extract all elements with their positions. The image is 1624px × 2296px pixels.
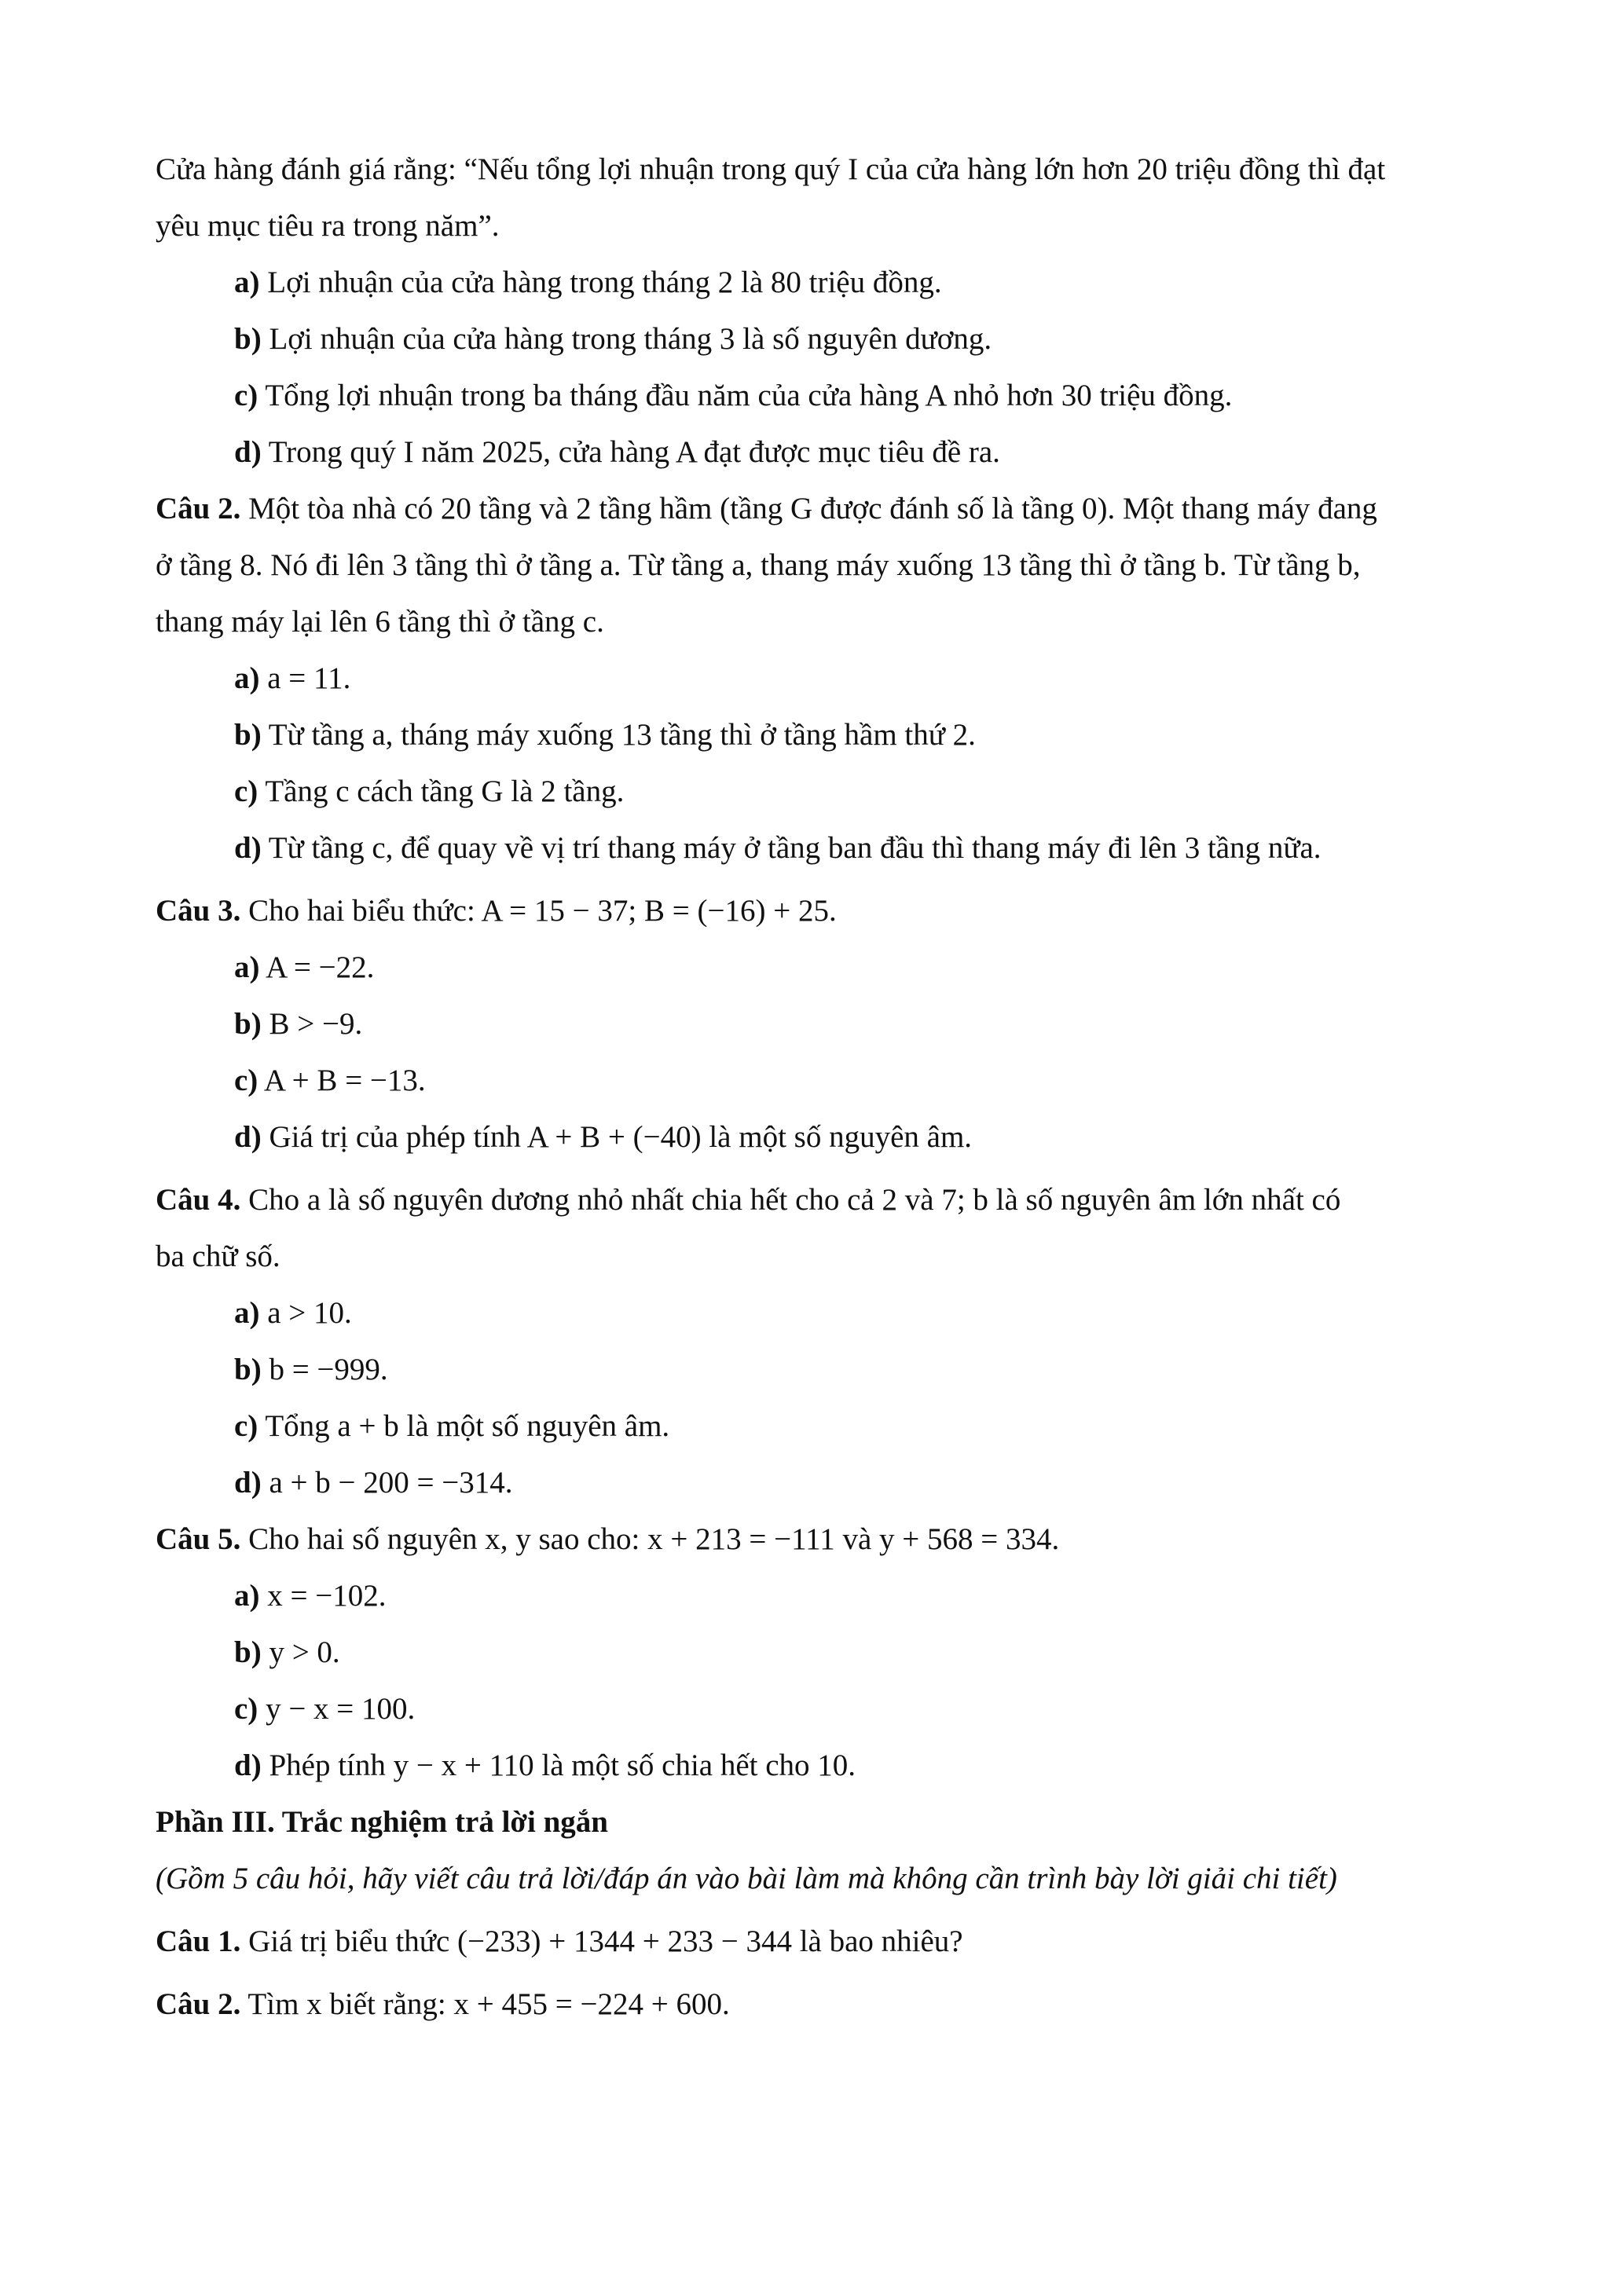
intro-line-2: yêu mục tiêu ra trong năm”. [156,209,500,243]
q5-item-a [156,1568,1483,1624]
q1-item-a [156,255,1483,311]
item-text: Lợi nhuận của cửa hàng trong tháng 3 là số nguyên dương. [269,322,992,356]
item-text: Phép tính y − x + 110 là một số chia hết cho 10. [269,1749,856,1782]
item-text: a + b − 200 = −314. [269,1466,513,1500]
q3-item-b [156,996,1483,1053]
item-label: a) [234,950,260,984]
item-label: b) [234,1635,262,1669]
part3-title [156,1794,1483,1851]
part3-note: (Gồm 5 câu hỏi, hãy viết câu trả lời/đáp án vào bài làm mà không cần trình bày lời giải chi tiết) [156,1862,1337,1895]
item-label: b) [234,1007,262,1041]
q2-stem-line-2: ở tầng 8. Nó đi lên 3 tầng thì ở tầng a. Từ tầng a, thang máy xuống 13 tầng thì ở tầng b. Từ tầng b, [156,548,1361,582]
question-label: Câu 1. [156,1924,241,1958]
item-text: Lợi nhuận của cửa hàng trong tháng 2 là 80 triệu đồng. [267,265,942,299]
part3-q1 [156,1913,1483,1970]
q4-item-b [156,1342,1483,1398]
item-label: a) [234,661,260,695]
intro-line-1: Cửa hàng đánh giá rằng: “Nếu tổng lợi nhuận trong quý I của cửa hàng lớn hơn 20 triệu đồng thì đạt [156,152,1386,186]
item-text: y > 0. [269,1635,340,1669]
item-text: B > −9. [269,1007,363,1041]
item-label: c) [234,774,258,808]
item-label: d) [234,435,262,469]
question-text: Cho hai số nguyên x, y sao cho: x + 213 = −111 và y + 568 = 334. [248,1522,1060,1556]
question-label: Câu 3. [156,894,241,928]
item-text: a > 10. [267,1296,352,1330]
item-text: A = −22. [266,950,375,984]
item-text: Từ tầng a, tháng máy xuống 13 tầng thì ở tầng hầm thứ 2. [268,718,976,752]
q2-item-d [156,820,1483,877]
question-text: Một tòa nhà có 20 tầng và 2 tầng hầm (tầng G được đánh số là tầng 0). Một thang máy đang [248,492,1377,525]
item-label: c) [234,1409,258,1443]
item-text: a = 11. [267,661,351,695]
item-label: d) [234,1749,262,1782]
q3-stem [156,883,1483,939]
item-label: c) [234,1692,258,1726]
question-text: Giá trị biểu thức (−233) + 1344 + 233 − 344 là bao nhiêu? [248,1924,963,1958]
q2-item-a [156,650,1483,707]
item-label: a) [234,265,260,299]
document-page [156,141,1483,2033]
q3-item-a [156,939,1483,996]
q4-item-a [156,1285,1483,1342]
q2-stem-line-1 [156,481,1483,537]
item-label: b) [234,718,262,752]
item-label: b) [234,1353,262,1386]
item-text: b = −999. [269,1353,388,1386]
q3-item-c [156,1053,1483,1109]
q5-item-c [156,1681,1483,1738]
q4-stem-line-1 [156,1172,1483,1229]
item-text: x = −102. [267,1579,387,1613]
item-label: a) [234,1296,260,1330]
item-label: d) [234,831,262,865]
item-label: b) [234,322,262,356]
q1-item-b [156,311,1483,368]
q2-item-c [156,764,1483,820]
q2-item-b [156,707,1483,764]
question-label: Câu 2. [156,1987,241,2021]
question-text: Tìm x biết rằng: x + 455 = −224 + 600. [247,1987,730,2021]
q5-item-d [156,1738,1483,1794]
item-label: c) [234,1064,258,1097]
question-label: Câu 4. [156,1183,241,1217]
item-text: Trong quý I năm 2025, cửa hàng A đạt được mục tiêu đề ra. [268,435,1000,469]
item-text: Tổng lợi nhuận trong ba tháng đầu năm của cửa hàng A nhỏ hơn 30 triệu đồng. [265,379,1233,412]
item-text: Tổng a + b là một số nguyên âm. [265,1409,670,1443]
q5-stem [156,1511,1483,1568]
question-label: Câu 5. [156,1522,241,1556]
q5-item-b [156,1624,1483,1681]
q2-stem-line-3: thang máy lại lên 6 tầng thì ở tầng c. [156,605,604,639]
item-label: c) [234,379,258,412]
item-text: Tầng c cách tầng G là 2 tầng. [265,774,625,808]
q1-item-d [156,424,1483,481]
q3-item-d [156,1109,1483,1166]
item-text: Giá trị của phép tính A + B + (−40) là một số nguyên âm. [269,1120,973,1154]
q1-item-c [156,368,1483,424]
q4-stem-line-2: ba chữ số. [156,1240,280,1273]
q4-item-c [156,1398,1483,1455]
item-label: d) [234,1120,262,1154]
item-label: d) [234,1466,262,1500]
q4-item-d [156,1455,1483,1511]
item-text: Từ tầng c, để quay về vị trí thang máy ở tầng ban đầu thì thang máy đi lên 3 tầng nữa. [268,831,1322,865]
part3-q2 [156,1976,1483,2033]
question-text: Cho hai biểu thức: A = 15 − 37; B = (−16) + 25. [248,894,837,928]
item-text: y − x = 100. [266,1692,416,1726]
question-text: Cho a là số nguyên dương nhỏ nhất chia hết cho cả 2 và 7; b là số nguyên âm lớn nhất có [248,1183,1341,1217]
section-heading: Phần III. Trắc nghiệm trả lời ngắn [156,1805,608,1839]
question-label: Câu 2. [156,492,241,525]
item-text: A + B = −13. [263,1064,426,1097]
item-label: a) [234,1579,260,1613]
